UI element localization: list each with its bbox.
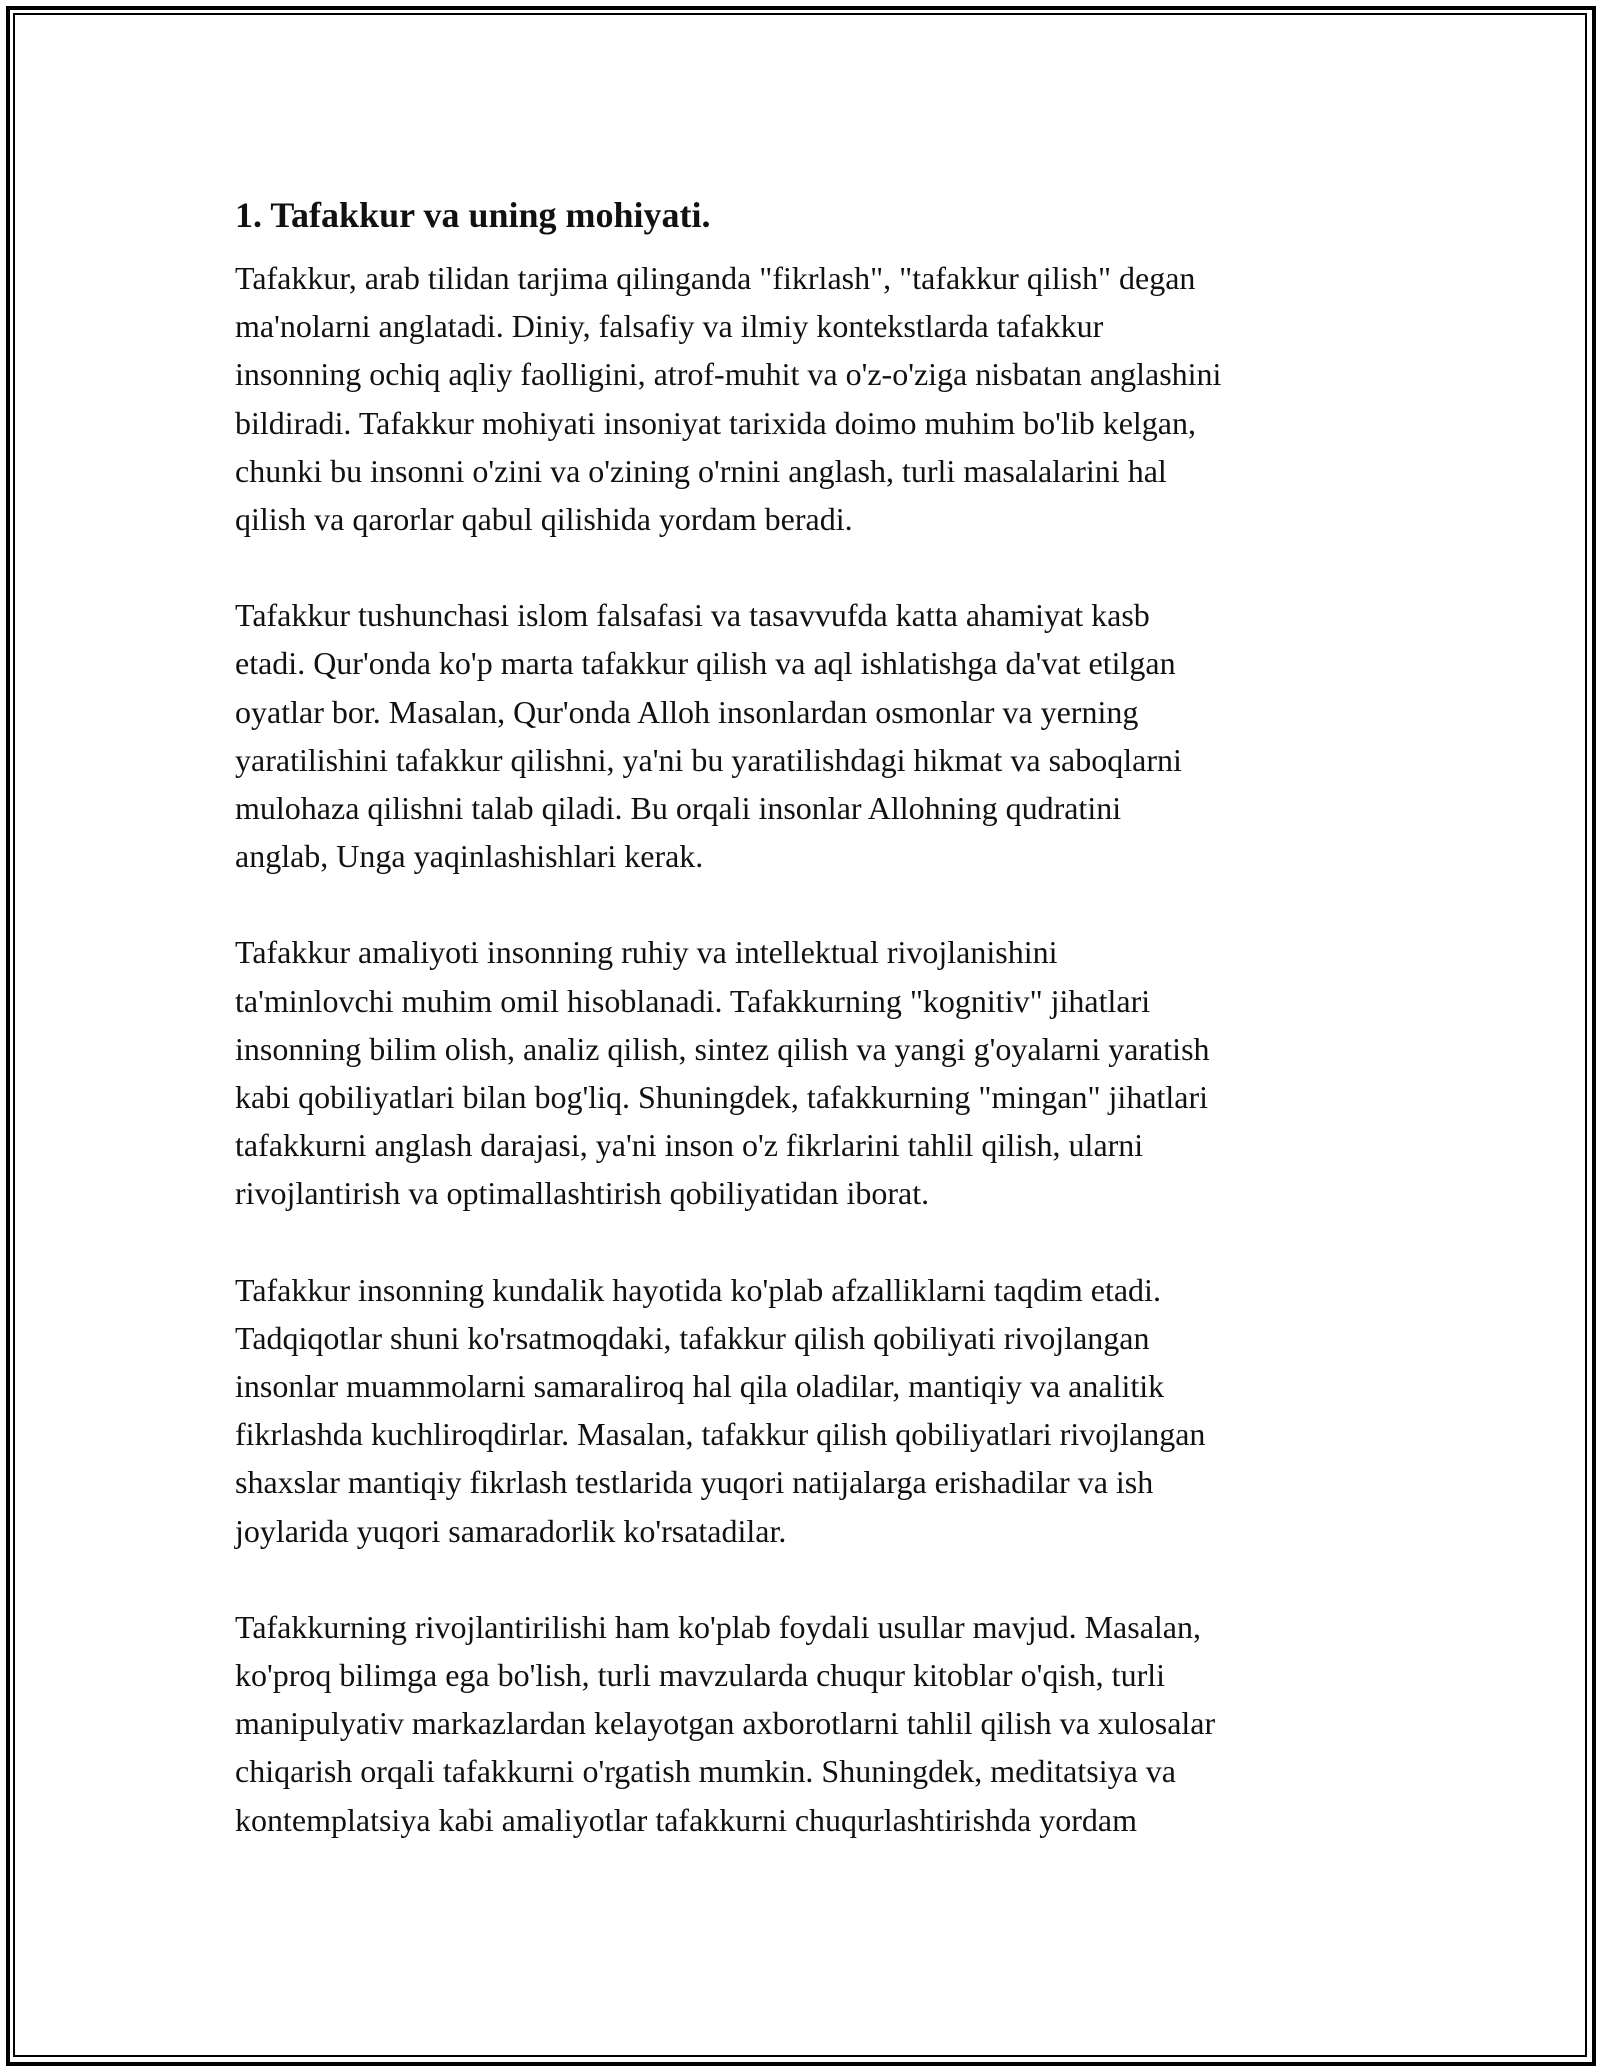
text-line: ta'minlovchi muhim omil hisoblanadi. Tafakkurning "kognitiv" jihatlari: [235, 982, 1151, 1019]
text-line: ma'nolarni anglatadi. Diniy, falsafiy va ilmiy kontekstlarda tafakkur: [235, 308, 1104, 345]
text-line: Tafakkur, arab tilidan tarjima qilinganda "fikrlash", "tafakkur qilish" degan: [235, 260, 1196, 296]
text-line: insonning bilim olish, analiz qilish, sintez qilish va yangi g'oyalarni yaratish: [235, 1030, 1210, 1067]
text-line: insonlar muammolarni samaraliroq hal qila oladilar, mantiqiy va analitik: [235, 1368, 1165, 1405]
text-line: chunki bu insonni o'zini va o'zining o'rnini anglash, turli masalalarini hal: [235, 452, 1167, 489]
text-line: anglab, Unga yaqinlashishlari kerak.: [235, 838, 704, 875]
text-line: Tafakkur insonning kundalik hayotida ko'plab afzalliklarni taqdim etadi.: [235, 1271, 1161, 1308]
text-line: Tafakkur tushunchasi islom falsafasi va tasavvufda katta ahamiyat kasb: [235, 597, 1150, 634]
text-line: Tafakkurning rivojlantirilishi ham ko'plab foydali usullar mavjud. Masalan,: [235, 1608, 1201, 1645]
document-body: [235, 186, 1375, 1892]
text-line: tafakkurni anglash darajasi, ya'ni inson o'z fikrlarini tahlil qilish, ularni: [235, 1127, 1144, 1164]
text-line: insonning ochiq aqliy faolligini, atrof-muhit va o'z-o'ziga nisbatan anglashini: [235, 356, 1222, 393]
paragraph-3: [235, 928, 1375, 1217]
text-line: kabi qobiliyatlari bilan bog'liq. Shuningdek, tafakkurning "mingan" jihatlari: [235, 1079, 1209, 1116]
text-line: qilish va qarorlar qabul qilishida yordam beradi.: [235, 501, 853, 538]
text-line: joylarida yuqori samaradorlik ko'rsatadilar.: [235, 1512, 787, 1549]
paragraph-1: [235, 254, 1375, 543]
text-line: shaxslar mantiqiy fikrlash testlarida yuqori natijalarga erishadilar va ish: [235, 1464, 1154, 1501]
text-line: chiqarish orqali tafakkurni o'rgatish mumkin. Shuningdek, meditatsiya va: [235, 1753, 1176, 1790]
text-line: yaratilishini tafakkur qilishni, ya'ni bu yaratilishdagi hikmat va saboqlarni: [235, 741, 1182, 778]
text-line: Tafakkur amaliyoti insonning ruhiy va intellektual rivojlanishini: [235, 934, 1058, 971]
text-line: rivojlantirish va optimallashtirish qobiliyatidan iborat.: [235, 1175, 930, 1212]
text-line: mulohaza qilishni talab qiladi. Bu orqali insonlar Allohning qudratini: [235, 790, 1122, 827]
paragraph-4: [235, 1266, 1375, 1555]
paragraph-5: [235, 1603, 1375, 1844]
text-line: ko'proq bilimga ega bo'lish, turli mavzularda chuqur kitoblar o'qish, turli: [235, 1657, 1165, 1694]
section-heading: 1. Tafakkur va uning mohiyati.: [235, 195, 711, 235]
text-line: etadi. Qur'onda ko'p marta tafakkur qilish va aql ishlatishga da'vat etilgan: [235, 645, 1176, 682]
text-line: fikrlashda kuchliroqdirlar. Masalan, tafakkur qilish qobiliyatlari rivojlangan: [235, 1416, 1206, 1453]
text-line: bildiradi. Tafakkur mohiyati insoniyat tarixida doimo muhim bo'lib kelgan,: [235, 404, 1196, 441]
text-line: oyatlar bor. Masalan, Qur'onda Alloh insonlardan osmonlar va yerning: [235, 693, 1139, 730]
paragraph-2: [235, 591, 1375, 880]
text-line: manipulyativ markazlardan kelayotgan axborotlarni tahlil qilish va xulosalar: [235, 1705, 1216, 1742]
text-line: kontemplatsiya kabi amaliyotlar tafakkurni chuqurlashtirishda yordam: [235, 1801, 1137, 1838]
text-line: Tadqiqotlar shuni ko'rsatmoqdaki, tafakkur qilish qobiliyati rivojlangan: [235, 1319, 1150, 1356]
